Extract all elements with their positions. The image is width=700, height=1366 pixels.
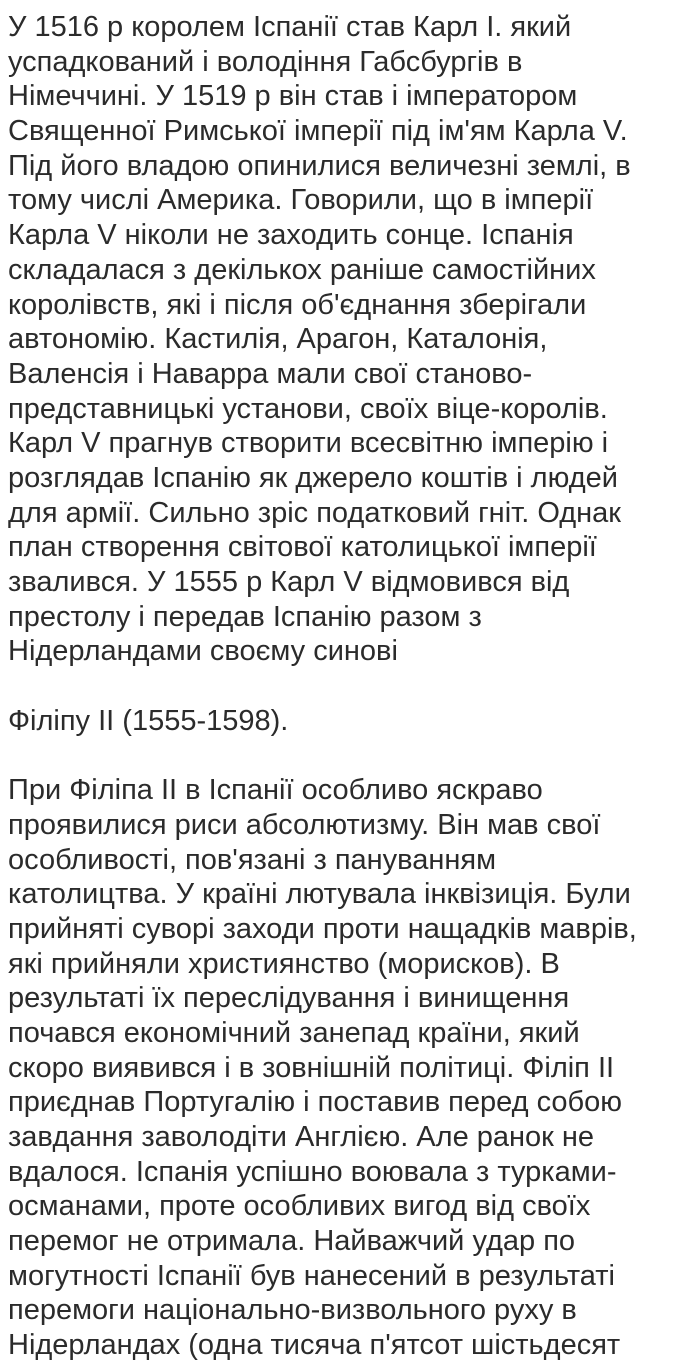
text-line: представницькі установи, своїх віце-королів.: [8, 392, 608, 425]
paragraph-philip-ii: [8, 773, 696, 1363]
text-line: перемоги національно-визвольного руху в: [8, 1294, 577, 1327]
document-text: [8, 10, 696, 1363]
paragraph-philip-ii-heading: [8, 704, 696, 739]
text-line: проявилися риси абсолютизму. Він мав свої: [8, 808, 601, 841]
text-line: результаті їх переслідування і винищення: [8, 982, 570, 1015]
text-line: У 1516 р королем Іспанії став Карл І. який: [8, 11, 572, 43]
text-line: королівств, які і після об'єднання зберігали: [8, 288, 587, 321]
paragraph-spacer: [8, 669, 696, 704]
text-line: розглядав Іспанію як джерело коштів і людей: [8, 461, 618, 494]
text-line: Нідерландами своєму синові: [8, 635, 398, 668]
text-line: скоро виявився і в зовнішній політиці. Філіп II: [8, 1051, 615, 1084]
text-line: Філіпу II (1555-1598).: [8, 704, 289, 737]
text-line: престолу і передав Іспанію разом з: [8, 600, 482, 633]
paragraph-spacer: [8, 738, 696, 773]
text-line: прийняті суворі заходи проти нащадків маврів,: [8, 912, 637, 945]
text-line: Карл V прагнув створити всесвітню імперію і: [8, 427, 609, 460]
text-line: Під його владою опинилися величезні землі, в: [8, 149, 631, 182]
text-line: могутності Іспанії був нанесений в результаті: [8, 1259, 615, 1292]
text-line: Німеччині. У 1519 р він став і імператором: [8, 80, 578, 113]
text-line: вдалося. Іспанія успішно воювала з турками-: [8, 1155, 617, 1188]
text-line: почався економічний занепад країни, який: [8, 1016, 580, 1049]
text-line: автономію. Кастилія, Арагон, Каталонія,: [8, 323, 548, 356]
text-line: перемог не отримала. Найважчий удар по: [8, 1225, 576, 1258]
text-line: приєднав Португалію і поставив перед собою: [8, 1086, 623, 1119]
text-line: які прийняли християнство (морисков). В: [8, 947, 560, 980]
text-line: звалився. У 1555 р Карл V відмовився від: [8, 566, 570, 598]
text-line: успадкований і володіння Габсбургів в: [8, 45, 523, 78]
text-line: складалася з декількох раніше самостійних: [8, 253, 596, 286]
text-line: Нідерландах (одна тисяча п'ятсот шістьдесят: [8, 1329, 621, 1362]
text-line: план створення світової католицької імперії: [8, 531, 597, 564]
text-line: Карла V ніколи не заходить сонце. Іспанія: [8, 219, 574, 252]
text-line: Священної Римської імперії під ім'ям Карла V.: [8, 115, 628, 148]
text-line: османами, проте особливих вигод від своїх: [8, 1190, 591, 1223]
paragraph-charles-v: [8, 10, 696, 669]
text-line: завдання заволодіти Англією. Але ранок не: [8, 1121, 595, 1153]
text-line: Валенсія і Наварра мали свої станово-: [8, 357, 533, 390]
text-line: католицтва. У країні лютувала інквізиція. Були: [8, 878, 631, 911]
text-line: для армії. Сильно зріс податковий гніт. Однак: [8, 496, 621, 529]
text-line: особливості, пов'язані з пануванням: [8, 843, 497, 876]
text-line: При Філіпа II в Іспанії особливо яскраво: [8, 774, 543, 807]
text-line: тому числі Америка. Говорили, що в імперії: [8, 184, 594, 217]
